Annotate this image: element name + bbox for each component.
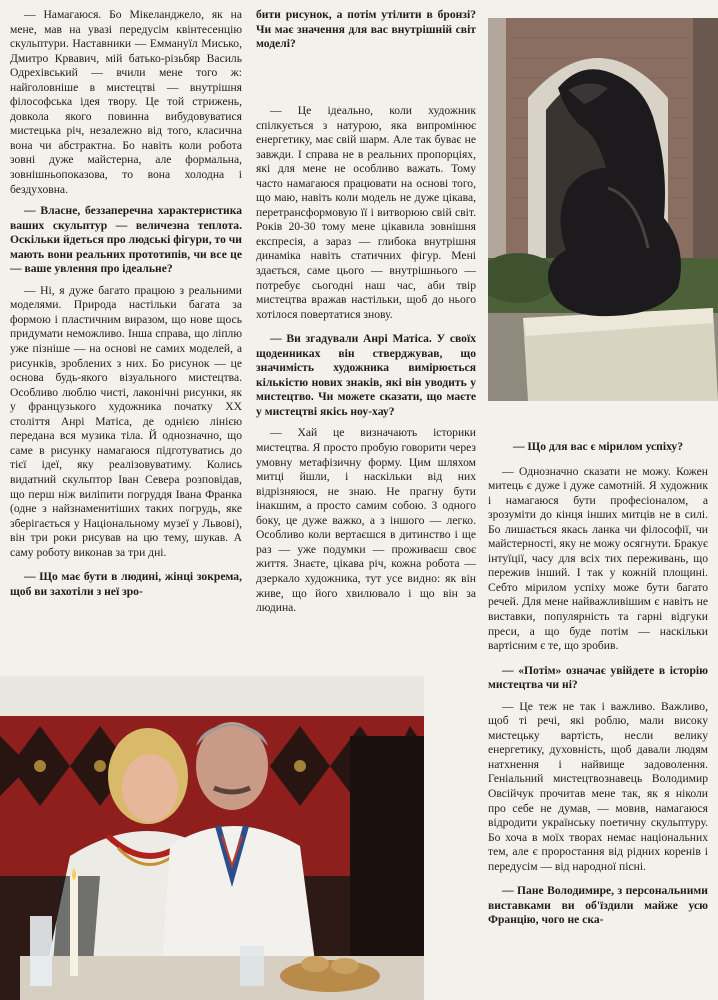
answer-paragraph: — Однозначно сказати не можу. Кожен митець є дуже і дуже самотній. Я художник і намагаюся бути професіоналом, а зрозуміти до кінця інших митців не в силі. Бо лишається якась ланка чи філософії, чи майстерності, яку не можу осягнути. Бракує інтуїції, часу для всіх тих переживань, що пережив інший. І так у кожній площині. Себто мірилом успіху може бути багато речей. Для мене найважливішим є навіть не виставки, популярність та гарні відгуки преси, а що буде потім — наскільки вартісним є те, що зробив. [488, 464, 708, 653]
sculpture-illustration [488, 18, 718, 401]
answer-paragraph: — Ні, я дуже багато працюю з реальними моделями. Природа настільки багата за формою і пластичним виразом, що нове щось придумати неможливо. Інша справа, що ліплю уже пізніше — на основі не самих моделей, а рисунків, зроблених з них. Бо рисунок — це основа будь-якого візуального мистецтва. Особливо люблю чисті, лаконічні рисунки, як у французького художника початку ХХ століття Анрі Матіса, де однією лінією передана вся музика тіла. Й однозначно, що саме в рисунку намагаюся підготуватись до тієї ідеї, яку реалізовуватиму. Колись видатний скульптор Іван Севера розповідав, що перш ніж виліпити погруддя Івана Франка (одне з найзнаменитіших таких погрудь, яке зберігається у Національному музеї у Львові), він три роки рисував на цю тему, шукав. А саму роботу виконав за три дні. [10, 283, 242, 559]
article-column-3 [488, 440, 708, 935]
interview-question: — Що має бути в людині, жінці зокрема, щоб ви захотіли з неї зро- [10, 570, 242, 598]
question-continuation: бити рисунок, а потім утілити в бронзі? Чи має значення для вас внутрішній світ моделі? [256, 8, 476, 51]
article-column-1 [10, 8, 242, 606]
interview-question: — Що для вас є мірилом успіху? [512, 440, 684, 453]
answer-paragraph: — Хай це визначають історики мистецтва. Я просто пробую говорити через умовну метафізичну форму. Цим шляхом митці йшли, і наскільки від них відрізняюся, не знаю. Не прагну бути інакшим, а просто самим собою. З одного боку, це дуже важко, а з іншого — легко. Особливо коли вертаєшся в дитинство і ще раз — уже подумки — проживаєш своє життя. Знаєте, цікава річ, кожна робота — дзеркало художника, тут усе видно: як він живе, що його хвилювало і що він за людина. [256, 426, 476, 615]
answer-paragraph: — Це ідеально, коли художник спілкується з натурою, яка випромінює енергетику, має свій шарм. Але так буває не завжди. І справа не в реальних пропорціях, які для мене не особливо важать. Тому часто намагаюся працювати на основі того, що маю, навіть коли модель не дуже цікава, перетрансформовую її і витворюю свій світ. Років 20-30 тому мене цікавила зовнішня експресія, а зараз — глибока внутрішня динаміка навіть статичних фігур. Мені здається, саме цього — внутрішнього — потребує сьогодні наш час, аби твір мистецтва вражав настільки, щоб до нього хотілося повертатися знову. [256, 104, 476, 321]
interview-question: — Власне, беззаперечна характеристика ваших скульптур — величезна теплота. Оскільки йдеться про людські фігури, то чи мають вони реальних прототипів, чи все це — ваше увлення про ідеальне? [10, 204, 242, 276]
article-column-2 [256, 104, 476, 623]
couple-illustration [0, 676, 424, 1000]
interview-question: — Ви згадували Анрі Матіса. У своїх щоденниках він стверджував, що значимість художника вимірюється кількістю нових знаків, які він уводить у мистецтво. Чи можете сказати, що маєте у мистецтві якісь ноу-хау? [256, 332, 476, 418]
answer-paragraph: — Намагаюся. Бо Мікеланджело, як на мене, мав на увазі передусім квінтесенцію скульптури. Наставники — Еммануїл Мисько, Дмитро Крвавич, мій батько-різьбяр Василь Одрехівський — вчили мене того ж: найголовніше в мистецтві — внутрішня філософська ідея твору. Це той стрижень, довкола якого повинна вибудовуватися мистецька річ, незалежно від того, класична вона чи абстрактна. Бо навіть коли робота зовні дуже майстерна, але формальна, зовнішньопоказова, то вона холодна і бездуховна. [10, 8, 242, 196]
bronze-sculpture-photo [488, 18, 718, 401]
interview-question: — Пане Володимире, з персональними виставками ви об'їздили майже усю Францію, чого не ска- [488, 884, 708, 927]
interview-question: — «Потім» означає увійдете в історію мистецтва чи ні? [488, 663, 708, 692]
couple-photo [0, 676, 424, 1000]
answer-paragraph: — Це теж не так і важливо. Важливо, щоб ті речі, які роблю, мали високу мистецьку вартість, несли велику енергетику, духовність, щоб давали людям натхнення і найвище задоволення. Геніальний мистецтвознавець Володимир Овсійчук прочитав мене так, як я ніколи про себе не думав, — мовив, намагаюся відродити українську поетичну скульптуру. Бо хоча в моїх творах немає національних тем, але є проростання від рідних коренів і передусім — від народної пісні. [488, 699, 708, 873]
